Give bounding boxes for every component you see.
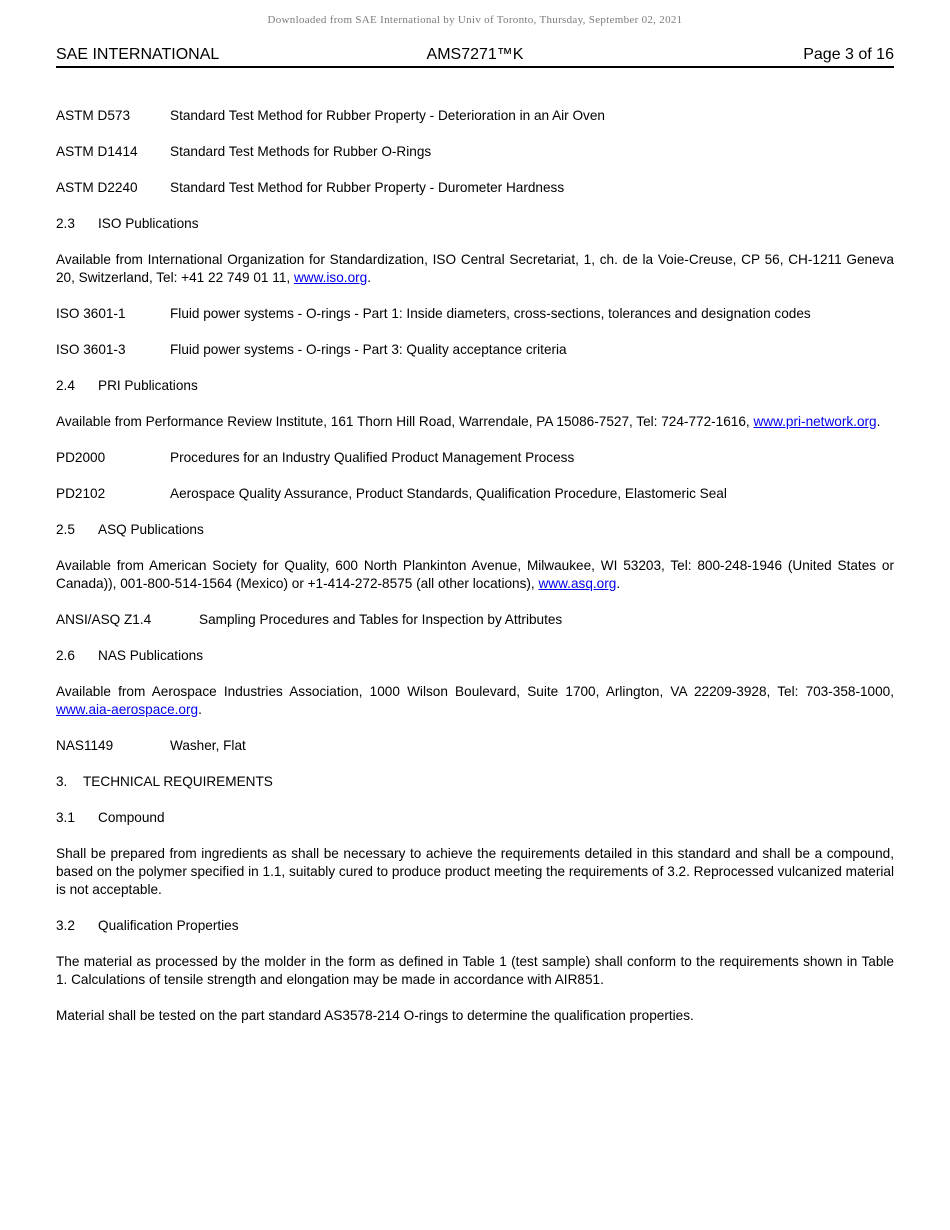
reference-label: ASTM D2240 — [56, 180, 138, 195]
reference-entry-pd2102 — [56, 485, 894, 503]
section-title: ASQ Publications — [98, 522, 204, 537]
page-header — [56, 46, 894, 68]
section-heading-2-6 — [56, 647, 894, 665]
section-number: 3.2 — [56, 918, 75, 933]
reference-desc: Standard Test Method for Rubber Property - Deterioration in an Air Oven — [170, 108, 605, 123]
pri-network-link[interactable]: www.pri-network.org — [753, 414, 877, 429]
asq-org-link[interactable]: www.asq.org — [538, 576, 617, 591]
paragraph-compound: Shall be prepared from ingredients as shall be necessary to achieve the requirements detailed in this standard and shall be a compound, based on the polymer specified in 1.1, suitably cured to produce product meeting the requirements of 3.2. Reprocessed vulcanized material is not acceptable. — [56, 846, 894, 897]
reference-entry-nas1149 — [56, 737, 894, 755]
section-heading-2-5 — [56, 521, 894, 539]
paragraph-suffix: . — [367, 270, 371, 285]
reference-desc: Fluid power systems - O-rings - Part 3: Quality acceptance criteria — [170, 342, 567, 357]
reference-entry-iso-3601-1 — [56, 305, 894, 323]
paragraph-suffix: . — [876, 414, 881, 429]
iso-org-link[interactable]: www.iso.org — [293, 270, 368, 285]
reference-label: ASTM D573 — [56, 108, 131, 123]
reference-desc: Standard Test Method for Rubber Property - Durometer Hardness — [170, 180, 565, 195]
section-heading-2-3 — [56, 215, 894, 233]
paragraph-suffix: . — [616, 576, 621, 591]
reference-label: PD2102 — [56, 486, 106, 501]
section-title: TECHNICAL REQUIREMENTS — [83, 774, 273, 789]
aia-aerospace-link[interactable]: www.aia-aerospace.org — [56, 702, 199, 717]
section-number: 2.5 — [56, 522, 75, 537]
paragraph-text: Available from Performance Review Institute, 161 Thorn Hill Road, Warrendale, PA 15086-7527, Tel: 724-772-1616, — [56, 414, 754, 429]
reference-label: NAS1149 — [56, 738, 114, 753]
header-doc-number: AMS7271™K — [426, 46, 524, 63]
reference-desc: Sampling Procedures and Tables for Inspection by Attributes — [199, 612, 563, 627]
reference-desc: Washer, Flat — [170, 738, 246, 753]
reference-label: PD2000 — [56, 450, 106, 465]
section-number: 2.4 — [56, 378, 75, 393]
section-heading-3-2 — [56, 917, 894, 935]
paragraph-qualification-2: Material shall be tested on the part standard AS3578-214 O-rings to determine the qualification properties. — [56, 1008, 694, 1023]
paragraph-suffix: . — [198, 702, 202, 717]
reference-entry-ansi-asq-z1-4 — [56, 611, 894, 629]
reference-label: ASTM D1414 — [56, 144, 138, 159]
paragraph-iso-source — [56, 251, 894, 287]
header-org-title: SAE INTERNATIONAL — [56, 46, 220, 63]
reference-desc: Fluid power systems - O-rings - Part 1: Inside diameters, cross-sections, tolerances and designation codes — [170, 306, 811, 321]
reference-desc: Procedures for an Industry Qualified Product Management Process — [170, 450, 575, 465]
paragraph-asq-source — [56, 557, 894, 593]
section-number: 3.1 — [56, 810, 75, 825]
section-number: 2.3 — [56, 216, 75, 231]
section-heading-3 — [56, 773, 894, 791]
section-title: Compound — [98, 810, 165, 825]
section-title: Qualification Properties — [98, 918, 239, 933]
section-title: PRI Publications — [98, 378, 198, 393]
reference-entry-iso-3601-3 — [56, 341, 894, 359]
paragraph-text: Available from International Organization for Standardization, ISO Central Secretariat, 1, ch. de la Voie-Creuse, CP 56, CH-1211 Geneva 20, Switzerland, Tel: +41 22 749 01 11, — [56, 252, 894, 285]
header-page-number: Page 3 of 16 — [803, 46, 894, 63]
reference-desc: Standard Test Methods for Rubber O-Rings — [170, 144, 432, 159]
paragraph-nas-source — [56, 683, 894, 719]
section-number: 3. — [56, 774, 68, 789]
reference-label: ISO 3601-1 — [56, 306, 126, 321]
paragraph-qualification-1: The material as processed by the molder in the form as defined in Table 1 (test sample) shall conform to the requirements shown in Table 1. Calculations of tensile strength and elongation may be made in accordance with AIR851. — [56, 954, 894, 987]
paragraph-text: Available from Aerospace Industries Association, 1000 Wilson Boulevard, Suite 1700, Arlington, VA 22209-3928, Tel: 703-358-1000, — [56, 684, 894, 699]
section-title: ISO Publications — [98, 216, 199, 231]
reference-label: ANSI/ASQ Z1.4 — [56, 612, 152, 627]
reference-label: ISO 3601-3 — [56, 342, 126, 357]
reference-entry-pd2000 — [56, 449, 894, 467]
download-watermark: Downloaded from SAE International by Univ of Toronto, Thursday, September 02, 2021 — [267, 14, 683, 26]
reference-entry-astm-d2240 — [56, 179, 894, 197]
section-heading-2-4 — [56, 377, 894, 395]
reference-entry-astm-d1414 — [56, 143, 894, 161]
document-body — [0, 68, 950, 1025]
reference-entry-astm-d573 — [56, 107, 894, 125]
paragraph-text: Available from American Society for Quality, 600 North Plankinton Avenue, Milwaukee, WI 53203, Tel: 800-248-1946 (United States or Canada)), 001-800-514-1564 (Mexico) or +1-414-272-8575 (all other locations), — [56, 558, 894, 591]
section-heading-3-1 — [56, 809, 894, 827]
reference-desc: Aerospace Quality Assurance, Product Standards, Qualification Procedure, Elastomeric Seal — [170, 486, 727, 501]
section-number: 2.6 — [56, 648, 75, 663]
paragraph-pri-source — [56, 413, 894, 431]
section-title: NAS Publications — [98, 648, 204, 663]
